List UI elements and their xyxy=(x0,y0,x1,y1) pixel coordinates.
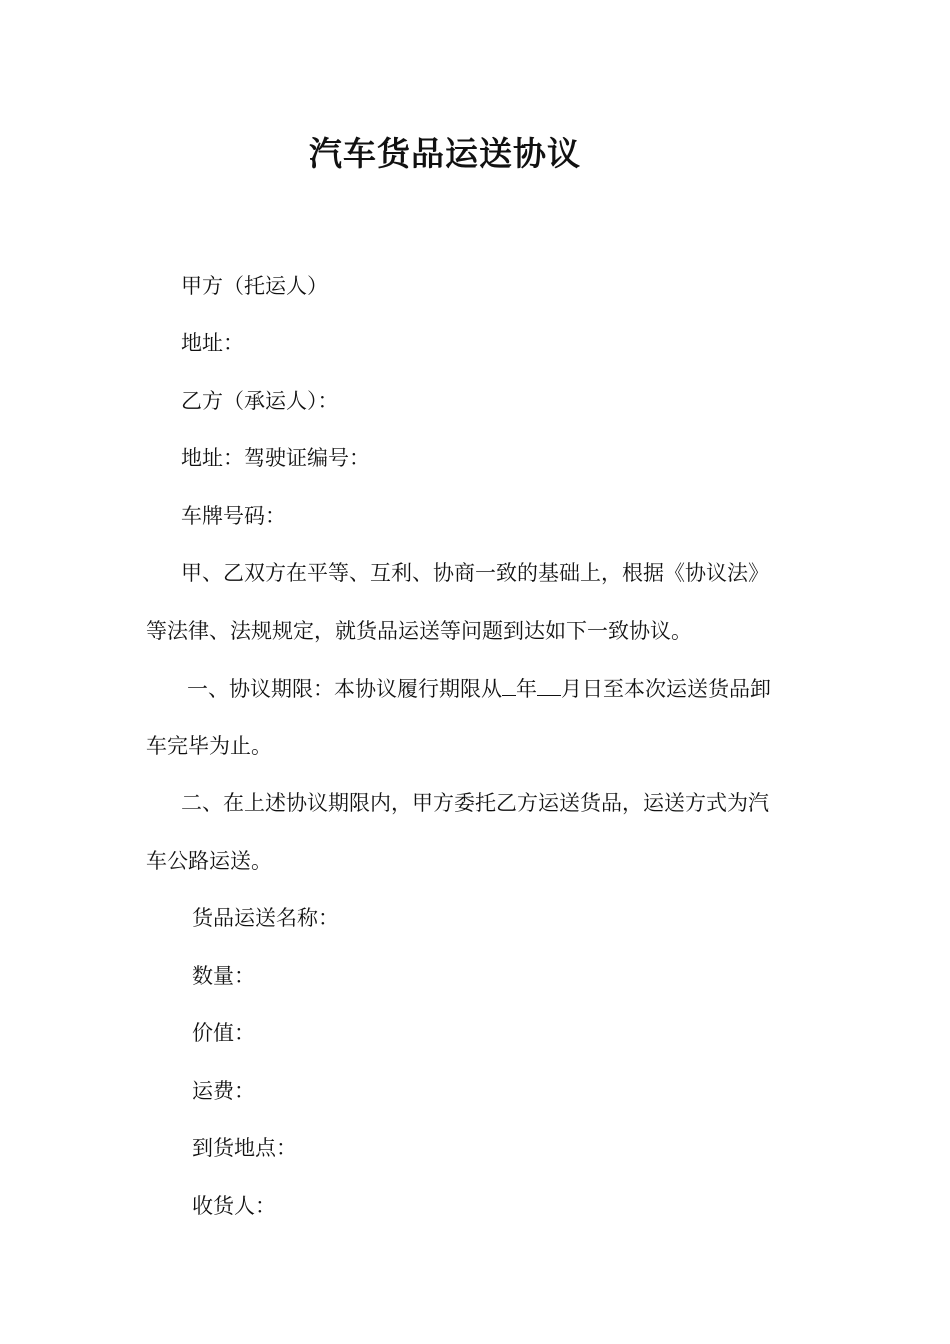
goods-name-label: 货品运送名称： xyxy=(192,906,339,930)
clause-2-line-1: 二、在上述协议期限内，甲方委托乙方运送货品，运送方式为汽 xyxy=(181,791,769,815)
document-title: 汽车货品运送协议 xyxy=(309,134,581,173)
year-blank xyxy=(502,673,516,696)
value-label: 价值： xyxy=(192,1021,255,1045)
clause-1-year: 年 xyxy=(516,677,537,701)
intro-paragraph-line-2: 等法律、法规规定，就货品运送等问题到达如下一致协议。 xyxy=(146,619,692,643)
consignee-label: 收货人： xyxy=(192,1194,276,1218)
intro-paragraph-line-1: 甲、乙双方在平等、互利、协商一致的基础上，根据《协议法》 xyxy=(181,561,769,585)
clause-1-line-2: 车完毕为止。 xyxy=(146,734,272,758)
clause-1-suffix: 月日至本次运送货品卸 xyxy=(561,677,771,701)
clause-1-line-1 xyxy=(187,673,771,704)
destination-label: 到货地点： xyxy=(192,1136,297,1160)
party-a-label: 甲方（托运人） xyxy=(181,274,328,298)
party-a-address-label: 地址： xyxy=(181,331,244,355)
clause-1-prefix: 一、协议期限：本协议履行期限从 xyxy=(187,677,502,701)
freight-label: 运费： xyxy=(192,1079,255,1103)
month-blank xyxy=(537,673,561,696)
party-b-address-license-label: 地址：驾驶证编号： xyxy=(181,446,370,470)
party-b-label: 乙方（承运人）： xyxy=(181,389,339,413)
license-plate-label: 车牌号码： xyxy=(181,504,286,528)
clause-2-line-2: 车公路运送。 xyxy=(146,849,272,873)
quantity-label: 数量： xyxy=(192,964,255,988)
